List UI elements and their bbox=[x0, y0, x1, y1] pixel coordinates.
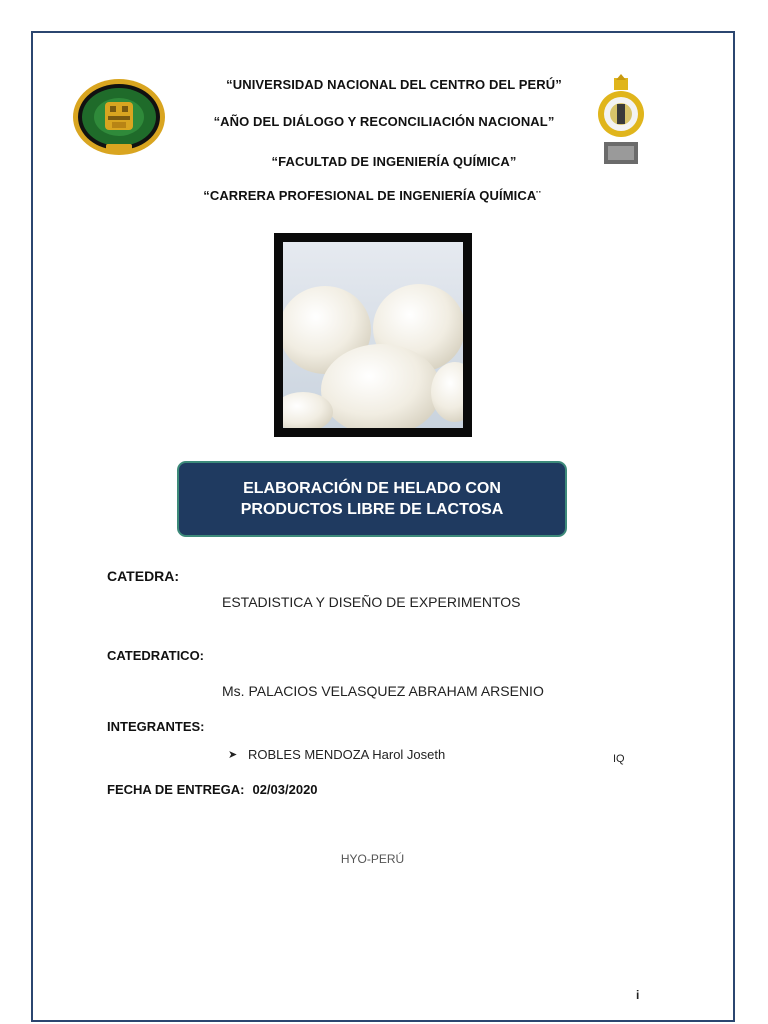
integrantes-label: INTEGRANTES: bbox=[107, 719, 205, 734]
faculty-name: “FACULTAD DE INGENIERÍA QUÍMICA” bbox=[271, 154, 517, 169]
ice-cream-scoops-image bbox=[283, 242, 463, 428]
member-name: ROBLES MENDOZA Harol Joseth bbox=[248, 747, 446, 762]
delivery-date bbox=[107, 782, 318, 797]
catedratico-label: CATEDRATICO: bbox=[107, 648, 205, 663]
title-line-1: ELABORACIÓN DE HELADO CON bbox=[243, 480, 501, 497]
catedratico-value: Ms. PALACIOS VELASQUEZ ABRAHAM ARSENIO bbox=[222, 683, 544, 699]
member-tag: IQ bbox=[613, 753, 625, 765]
catedra-label: CATEDRA: bbox=[107, 568, 180, 584]
arrow-bullet-icon: ➤ bbox=[228, 749, 238, 761]
university-name: “UNIVERSIDAD NACIONAL DEL CENTRO DEL PERÚ” bbox=[226, 77, 562, 92]
fecha-value: 02/03/2020 bbox=[252, 782, 318, 797]
catedra-value: ESTADISTICA Y DISEÑO DE EXPERIMENTOS bbox=[222, 594, 521, 610]
page-number: i bbox=[636, 988, 640, 1002]
list-item bbox=[228, 747, 445, 762]
document-title bbox=[177, 461, 567, 537]
place-name: HYO-PERÚ bbox=[340, 852, 405, 866]
title-line-2: PRODUCTOS LIBRE DE LACTOSA bbox=[240, 501, 504, 518]
cover-photo-frame bbox=[274, 233, 472, 437]
fecha-label: FECHA DE ENTREGA: bbox=[107, 782, 245, 797]
career-name: “CARRERA PROFESIONAL DE INGENIERÍA QUÍMICA¨ bbox=[203, 188, 541, 203]
year-motto: “AÑO DEL DIÁLOGO Y RECONCILIACIÓN NACIONAL” bbox=[213, 114, 555, 129]
